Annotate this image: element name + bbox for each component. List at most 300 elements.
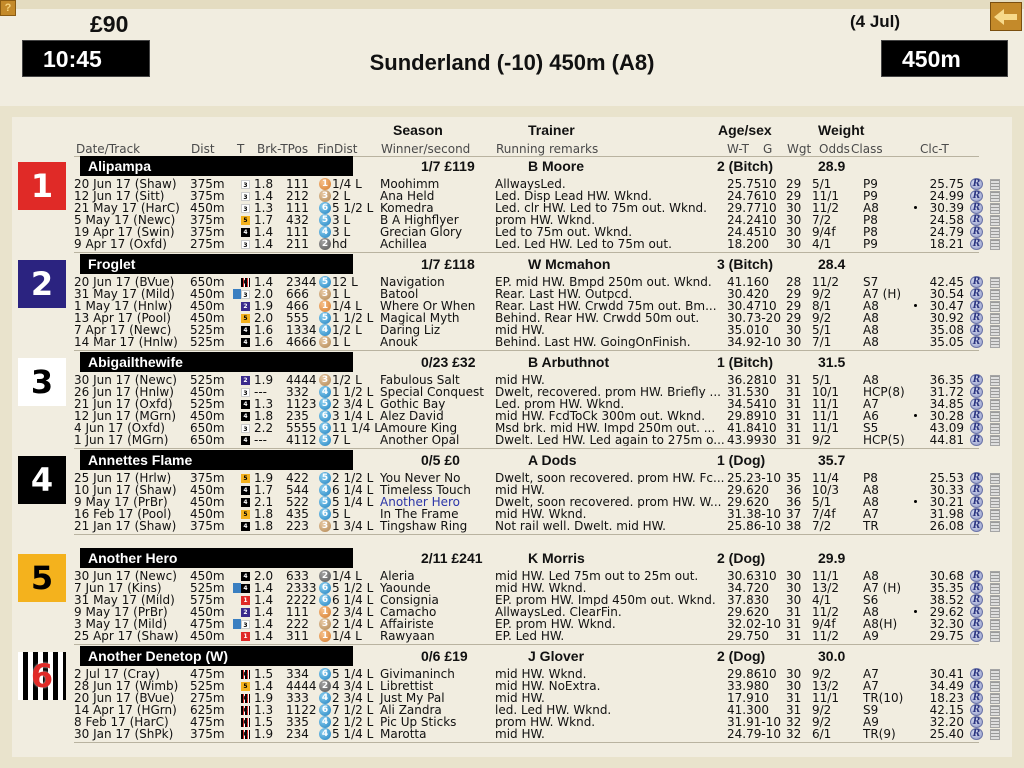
form-winner: Daring Liz: [380, 323, 441, 337]
form-tpos: 522: [286, 495, 309, 509]
form-w-t: 34.92-10: [727, 335, 781, 349]
finish-position-icon: 6: [319, 422, 331, 434]
replay-icon[interactable]: R: [970, 594, 983, 606]
form-odds: 9/2: [812, 287, 832, 301]
form-calc-time: 34.85: [929, 397, 964, 411]
form-dist: 525m: [190, 397, 225, 411]
notes-icon[interactable]: [990, 411, 1000, 422]
notes-icon[interactable]: [990, 215, 1000, 226]
notes-icon[interactable]: [990, 631, 1000, 642]
form-odds: 13/2: [812, 679, 839, 693]
puppy-flag-icon: [233, 289, 241, 299]
finish-position-icon: 4: [319, 692, 331, 704]
trap-icon: 2: [241, 608, 250, 617]
form-date-track: 3 May 17 (Mild): [74, 617, 168, 631]
finish-position-icon: 6: [319, 668, 331, 680]
replay-icon[interactable]: R: [970, 336, 983, 348]
replay-icon[interactable]: R: [970, 484, 983, 496]
form-class: A8: [863, 605, 879, 619]
form-class: A8: [863, 335, 879, 349]
runner-name[interactable]: Alipampa: [80, 156, 353, 176]
form-fin-dist: 2 1/2 L: [332, 715, 374, 729]
form-remarks: EP. Led HW.: [495, 630, 565, 642]
form-dist: 575m: [190, 593, 225, 607]
form-calc-time: 30.41: [929, 667, 964, 681]
form-wgt: 31: [786, 373, 802, 387]
form-wgt: 30: [786, 237, 802, 251]
form-winner: Amoure King: [380, 421, 458, 435]
form-fin-dist: 2 L: [332, 189, 351, 203]
form-fin-dist: hd: [332, 237, 348, 251]
form-calc-time: 38.52: [929, 593, 964, 607]
replay-icon[interactable]: R: [970, 508, 983, 520]
form-class: A7: [863, 507, 879, 521]
form-fin-dist: 5 1/4 L: [332, 495, 374, 509]
form-wgt: 31: [786, 433, 802, 447]
runner-age-sex: 2 (Dog): [717, 550, 766, 566]
form-tpos: 211: [286, 237, 309, 251]
form-date-track: 1 Jun 17 (MGrn): [74, 433, 169, 447]
header-clc-t: Clc-T: [920, 142, 949, 156]
notes-icon[interactable]: [990, 619, 1000, 630]
form-winner: Achillea: [380, 237, 427, 251]
form-class: A9: [863, 629, 879, 643]
runner-weight: 28.9: [818, 158, 846, 174]
form-date-track: 4 Jun 17 (Oxfd): [74, 421, 165, 435]
replay-icon[interactable]: R: [970, 238, 983, 250]
form-w-t: 30.420: [727, 287, 769, 301]
form-wgt: 30: [786, 569, 802, 583]
form-winner: Consignia: [380, 593, 439, 607]
form-dist: 450m: [190, 629, 225, 643]
form-class: A6: [863, 409, 879, 423]
replay-icon[interactable]: R: [970, 570, 983, 582]
replay-icon[interactable]: R: [970, 202, 983, 214]
form-remarks: Msd brk. mid HW. Impd 250m out. ...: [495, 422, 716, 434]
notes-icon[interactable]: [990, 301, 1000, 312]
form-tpos: 335: [286, 715, 309, 729]
form-winner[interactable]: Another Hero: [380, 495, 461, 509]
notes-icon[interactable]: [990, 509, 1000, 520]
replay-icon[interactable]: R: [970, 582, 983, 594]
form-odds: 9/2: [812, 433, 832, 447]
form-w-t: 41.160: [727, 275, 769, 289]
form-calc-time: 30.47: [919, 300, 964, 312]
replay-icon[interactable]: R: [970, 276, 983, 288]
form-w-t: 37.830: [727, 593, 769, 607]
replay-icon[interactable]: R: [970, 680, 983, 692]
form-w-t: 29.620: [727, 483, 769, 497]
form-remarks: mid HW.: [495, 374, 545, 386]
form-class: TR(9): [863, 727, 896, 741]
form-tpos: 212: [286, 189, 309, 203]
replay-icon[interactable]: R: [970, 618, 983, 630]
form-fin-dist: 1/4 L: [332, 177, 362, 191]
form-wgt: 31: [786, 409, 802, 423]
form-class: A7 (H): [863, 581, 902, 595]
replay-icon[interactable]: R: [970, 386, 983, 398]
replay-icon[interactable]: R: [970, 410, 983, 422]
form-tpos: 333: [286, 691, 309, 705]
marker-dot: [914, 610, 917, 613]
notes-icon[interactable]: [990, 375, 1000, 386]
form-calc-time: 34.49: [929, 679, 964, 693]
form-class: P8: [863, 225, 878, 239]
runner-name[interactable]: Annettes Flame: [80, 450, 353, 470]
finish-position-icon: 5: [319, 398, 331, 410]
form-wgt: 31: [786, 605, 802, 619]
trap-icon: 1: [241, 632, 250, 641]
form-w-t: 41.8410: [727, 421, 777, 435]
form-fin-dist: 6 1/4 L: [332, 483, 374, 497]
form-winner: Moohimm: [380, 177, 440, 191]
form-dist: 375m: [190, 471, 225, 485]
trap-icon: 3: [241, 180, 250, 189]
form-remarks: Dwelt, soon recovered. prom HW. Fc...: [495, 472, 725, 484]
form-dist: 450m: [190, 495, 225, 509]
form-tpos: 223: [286, 519, 309, 533]
form-calc-time: 26.08: [929, 519, 964, 533]
form-row[interactable]: [0, 336, 1024, 348]
form-class: A8: [863, 201, 879, 215]
form-odds: 4/1: [812, 237, 832, 251]
notes-icon[interactable]: [990, 595, 1000, 606]
form-remarks: mid HW. Wknd.: [495, 668, 587, 680]
form-winner: Anouk: [380, 335, 418, 349]
form-tpos: 111: [286, 177, 309, 191]
notes-icon[interactable]: [990, 521, 1000, 532]
notes-icon[interactable]: [990, 681, 1000, 692]
form-winner: Magical Myth: [380, 311, 460, 325]
form-remarks: Led. Led HW. Led to 75m out.: [495, 238, 672, 250]
trap-icon: 5: [241, 314, 250, 323]
notes-icon[interactable]: [990, 435, 1000, 446]
form-date-track: 28 Jun 17 (Wimb): [74, 679, 179, 693]
form-class: A8: [863, 569, 879, 583]
runner-name[interactable]: Abigailthewife: [80, 352, 353, 372]
notes-icon[interactable]: [990, 277, 1000, 288]
form-class: A8: [863, 323, 879, 337]
replay-icon[interactable]: R: [970, 422, 983, 434]
form-w-t: 29.750: [727, 629, 769, 643]
form-w-t: 29.620: [727, 495, 769, 509]
notes-icon[interactable]: [990, 583, 1000, 594]
replay-icon[interactable]: R: [970, 668, 983, 680]
replay-icon[interactable]: R: [970, 398, 983, 410]
form-winner: Another Opal: [380, 433, 460, 447]
replay-icon[interactable]: R: [970, 728, 983, 740]
replay-icon[interactable]: R: [970, 288, 983, 300]
replay-icon[interactable]: R: [970, 716, 983, 728]
form-w-t: 34.5410: [727, 397, 777, 411]
notes-icon[interactable]: [990, 337, 1000, 348]
form-tpos: 435: [286, 507, 309, 521]
form-calc-time: 42.45: [929, 275, 964, 289]
runner-divider: [74, 644, 979, 645]
header-w-t: W-T: [727, 142, 749, 156]
runner-season: 0/5 £0: [421, 452, 460, 468]
form-w-t: 32.02-10: [727, 617, 781, 631]
form-date-track: 12 Jun 17 (MGrn): [74, 409, 177, 423]
form-class: TR: [863, 519, 879, 533]
notes-icon[interactable]: [990, 179, 1000, 190]
replay-icon[interactable]: R: [970, 190, 983, 202]
form-date-track: 14 Mar 17 (Hnlw): [74, 335, 178, 349]
help-button[interactable]: ?: [0, 0, 16, 16]
notes-icon[interactable]: [990, 571, 1000, 582]
notes-icon[interactable]: [990, 399, 1000, 410]
form-calc-time: 30.28: [919, 410, 964, 422]
replay-icon[interactable]: R: [970, 300, 983, 312]
form-class: A8: [863, 373, 879, 387]
form-row[interactable]: [0, 630, 1024, 642]
marker-dot: [914, 414, 917, 417]
form-fin-dist: 1 3/4 L: [332, 519, 374, 533]
notes-icon[interactable]: [990, 729, 1000, 740]
replay-icon[interactable]: R: [970, 434, 983, 446]
notes-icon[interactable]: [990, 227, 1000, 238]
form-break: 2.0: [254, 287, 274, 301]
form-wgt: 31: [786, 703, 802, 717]
form-calc-time: 24.58: [929, 213, 964, 227]
form-table: [0, 178, 1024, 250]
form-fin-dist: 4 3/4 L: [332, 679, 374, 693]
form-row[interactable]: [0, 728, 1024, 740]
form-odds: 9/4f: [812, 225, 836, 239]
form-class: HCP(8): [863, 385, 905, 399]
form-table: [0, 570, 1024, 642]
trap-icon: 3: [241, 240, 250, 249]
form-fin-dist: 1 1/2 L: [332, 385, 374, 399]
runner-trainer: B Arbuthnot: [528, 354, 610, 370]
form-calc-time: 30.39: [919, 202, 964, 214]
form-remarks: Led. Disp Lead HW. Wknd.: [495, 190, 652, 202]
form-fin-dist: 1 L: [332, 287, 351, 301]
form-tpos: 4112: [286, 433, 317, 447]
trap-icon: 4: [241, 498, 250, 507]
form-break: 1.4: [254, 189, 274, 203]
replay-icon[interactable]: R: [970, 496, 983, 508]
replay-icon[interactable]: R: [970, 324, 983, 336]
form-fin-dist: 1/2 L: [332, 373, 362, 387]
form-row[interactable]: [0, 238, 1024, 250]
form-fin-dist: 6 1/4 L: [332, 593, 374, 607]
form-dist: 650m: [190, 275, 225, 289]
puppy-flag-icon: [233, 583, 241, 593]
runner-weight: 29.9: [818, 550, 846, 566]
form-tpos: 1123: [286, 397, 317, 411]
form-remarks: Not rail well. Dwelt. mid HW.: [495, 520, 666, 532]
form-class: A7: [863, 397, 879, 411]
form-calc-time: 32.30: [929, 617, 964, 631]
notes-icon[interactable]: [990, 669, 1000, 680]
runner-weight: 30.0: [818, 648, 846, 664]
form-w-t: 24.2410: [727, 213, 777, 227]
form-fin-dist: 1/4 L: [332, 569, 362, 583]
finish-position-icon: 2: [319, 238, 331, 250]
form-tpos: 1334: [286, 323, 317, 337]
trap-number: 3: [30, 363, 54, 401]
form-remarks: mid HW. Wknd.: [495, 508, 587, 520]
finish-position-icon: 2: [319, 680, 331, 692]
notes-icon[interactable]: [990, 325, 1000, 336]
finish-position-icon: 5: [319, 496, 331, 508]
finish-position-icon: 6: [319, 202, 331, 214]
form-dist: 475m: [190, 667, 225, 681]
notes-icon[interactable]: [990, 387, 1000, 398]
trap-icon: 3: [241, 290, 250, 299]
replay-icon[interactable]: R: [970, 630, 983, 642]
runner-age-sex: 1 (Bitch): [717, 354, 773, 370]
form-calc-time: 31.98: [929, 507, 964, 521]
form-fin-dist: 12 L: [332, 275, 358, 289]
runner-name[interactable]: Another Hero: [80, 548, 353, 568]
form-class: P8: [863, 213, 878, 227]
form-class: P9: [863, 237, 878, 251]
form-fin-dist: 3 L: [332, 225, 351, 239]
replay-icon[interactable]: R: [970, 520, 983, 532]
notes-icon[interactable]: [990, 485, 1000, 496]
form-break: 1.9: [254, 471, 274, 485]
form-calc-time: 29.62: [919, 606, 964, 618]
form-dist: 450m: [190, 385, 225, 399]
form-odds: 11/1: [812, 421, 839, 435]
form-date-track: 20 Jun 17 (BVue): [74, 691, 175, 705]
runner-weight: 31.5: [818, 354, 846, 370]
form-date-track: 25 Apr 17 (Shaw): [74, 629, 179, 643]
form-winner: Affairiste: [380, 617, 434, 631]
notes-icon[interactable]: [990, 607, 1000, 618]
form-date-track: 30 Jan 17 (ShPk): [74, 727, 174, 741]
form-break: 1.9: [254, 727, 274, 741]
form-winner: Tingshaw Ring: [380, 519, 468, 533]
replay-icon[interactable]: R: [970, 374, 983, 386]
form-row[interactable]: [0, 434, 1024, 446]
form-wgt: 29: [786, 299, 802, 313]
form-winner: Just My Pal: [380, 691, 445, 705]
trap-icon: 2: [241, 376, 250, 385]
notes-icon[interactable]: [990, 191, 1000, 202]
form-calc-time: 32.20: [929, 715, 964, 729]
form-break: 1.4: [254, 605, 274, 619]
runner-name[interactable]: Froglet: [80, 254, 353, 274]
replay-icon[interactable]: R: [970, 178, 983, 190]
replay-icon[interactable]: R: [970, 214, 983, 226]
form-class: A9: [863, 715, 879, 729]
form-calc-time: 36.35: [929, 373, 964, 387]
form-calc-time: 35.08: [929, 323, 964, 337]
notes-icon[interactable]: [990, 239, 1000, 250]
notes-icon[interactable]: [990, 717, 1000, 728]
form-date-track: 7 Jun 17 (Kins): [74, 581, 162, 595]
form-tpos: 432: [286, 213, 309, 227]
form-winner: Alez David: [380, 409, 444, 423]
form-dist: 525m: [190, 323, 225, 337]
header-trap: T: [237, 142, 245, 156]
form-class: A8(H): [863, 617, 898, 631]
finish-position-icon: 3: [319, 288, 331, 300]
notes-icon[interactable]: [990, 423, 1000, 434]
trap-icon: 4: [241, 412, 250, 421]
form-fin-dist: 5 L: [332, 507, 351, 521]
form-winner: Special Conquest: [380, 385, 484, 399]
notes-icon[interactable]: [990, 693, 1000, 704]
form-remarks: EP. mid HW. Bmpd 250m out. Wknd.: [495, 276, 712, 288]
header-winner-second: Winner/second: [381, 142, 471, 156]
form-row[interactable]: [0, 520, 1024, 532]
form-odds: 10/3: [812, 483, 839, 497]
replay-icon[interactable]: R: [970, 312, 983, 324]
finish-position-icon: 4: [319, 226, 331, 238]
form-date-track: 25 Jun 17 (Hrlw): [74, 471, 172, 485]
form-remarks: Behind. Last HW. GoingOnFinish.: [495, 336, 691, 348]
form-calc-time: 25.40: [929, 727, 964, 741]
form-winner: Gothic Bay: [380, 397, 446, 411]
replay-icon[interactable]: R: [970, 606, 983, 618]
form-dist: 375m: [190, 225, 225, 239]
replay-icon[interactable]: R: [970, 472, 983, 484]
notes-icon[interactable]: [990, 313, 1000, 324]
notes-icon[interactable]: [990, 289, 1000, 300]
form-wgt: 36: [786, 483, 802, 497]
runner-season: 0/23 £32: [421, 354, 476, 370]
notes-icon[interactable]: [990, 705, 1000, 716]
form-tpos: 2333: [286, 581, 317, 595]
header-wgt: Wgt: [787, 142, 812, 156]
runner-name[interactable]: Another Denetop (W): [80, 646, 353, 666]
trap-icon: 3: [241, 388, 250, 397]
form-tpos: 111: [286, 605, 309, 619]
form-break: 1.8: [254, 507, 274, 521]
form-date-track: 14 Apr 17 (HGrn): [74, 703, 177, 717]
notes-icon[interactable]: [990, 497, 1000, 508]
finish-position-icon: 6: [319, 508, 331, 520]
replay-icon[interactable]: R: [970, 226, 983, 238]
form-odds: 5/1: [812, 373, 832, 387]
race-date: (4 Jul): [850, 12, 901, 31]
form-date-track: 9 May 17 (PrBr): [74, 495, 168, 509]
trap-number: 2: [30, 265, 54, 303]
form-fin-dist: 1/2 L: [332, 323, 362, 337]
form-break: 1.9: [254, 691, 274, 705]
runner-divider: [74, 252, 979, 253]
trap-icon: 6: [241, 718, 250, 727]
form-wgt: 30: [786, 679, 802, 693]
form-table: [0, 276, 1024, 348]
form-date-track: 26 Jun 17 (Hnlw): [74, 385, 174, 399]
runner-age-sex: 2 (Bitch): [717, 158, 773, 174]
replay-icon[interactable]: R: [970, 704, 983, 716]
back-button[interactable]: [990, 2, 1022, 31]
form-wgt: 31: [786, 421, 802, 435]
finish-position-icon: 3: [319, 336, 331, 348]
form-break: ---: [254, 385, 267, 399]
form-winner: Fabulous Salt: [380, 373, 460, 387]
runner-age-sex: 1 (Dog): [717, 452, 766, 468]
form-remarks: mid HW. NoExtra.: [495, 680, 601, 692]
form-w-t: 29.8610: [727, 667, 777, 681]
form-tpos: 111: [286, 225, 309, 239]
replay-icon[interactable]: R: [970, 692, 983, 704]
form-class: S9: [863, 703, 879, 717]
form-calc-time: 30.54: [929, 287, 964, 301]
trap-icon: 6: [241, 694, 250, 703]
form-calc-time: 42.15: [929, 703, 964, 717]
runner-trainer: J Glover: [528, 648, 585, 664]
form-wgt: 30: [786, 335, 802, 349]
notes-icon[interactable]: [990, 473, 1000, 484]
notes-icon[interactable]: [990, 203, 1000, 214]
